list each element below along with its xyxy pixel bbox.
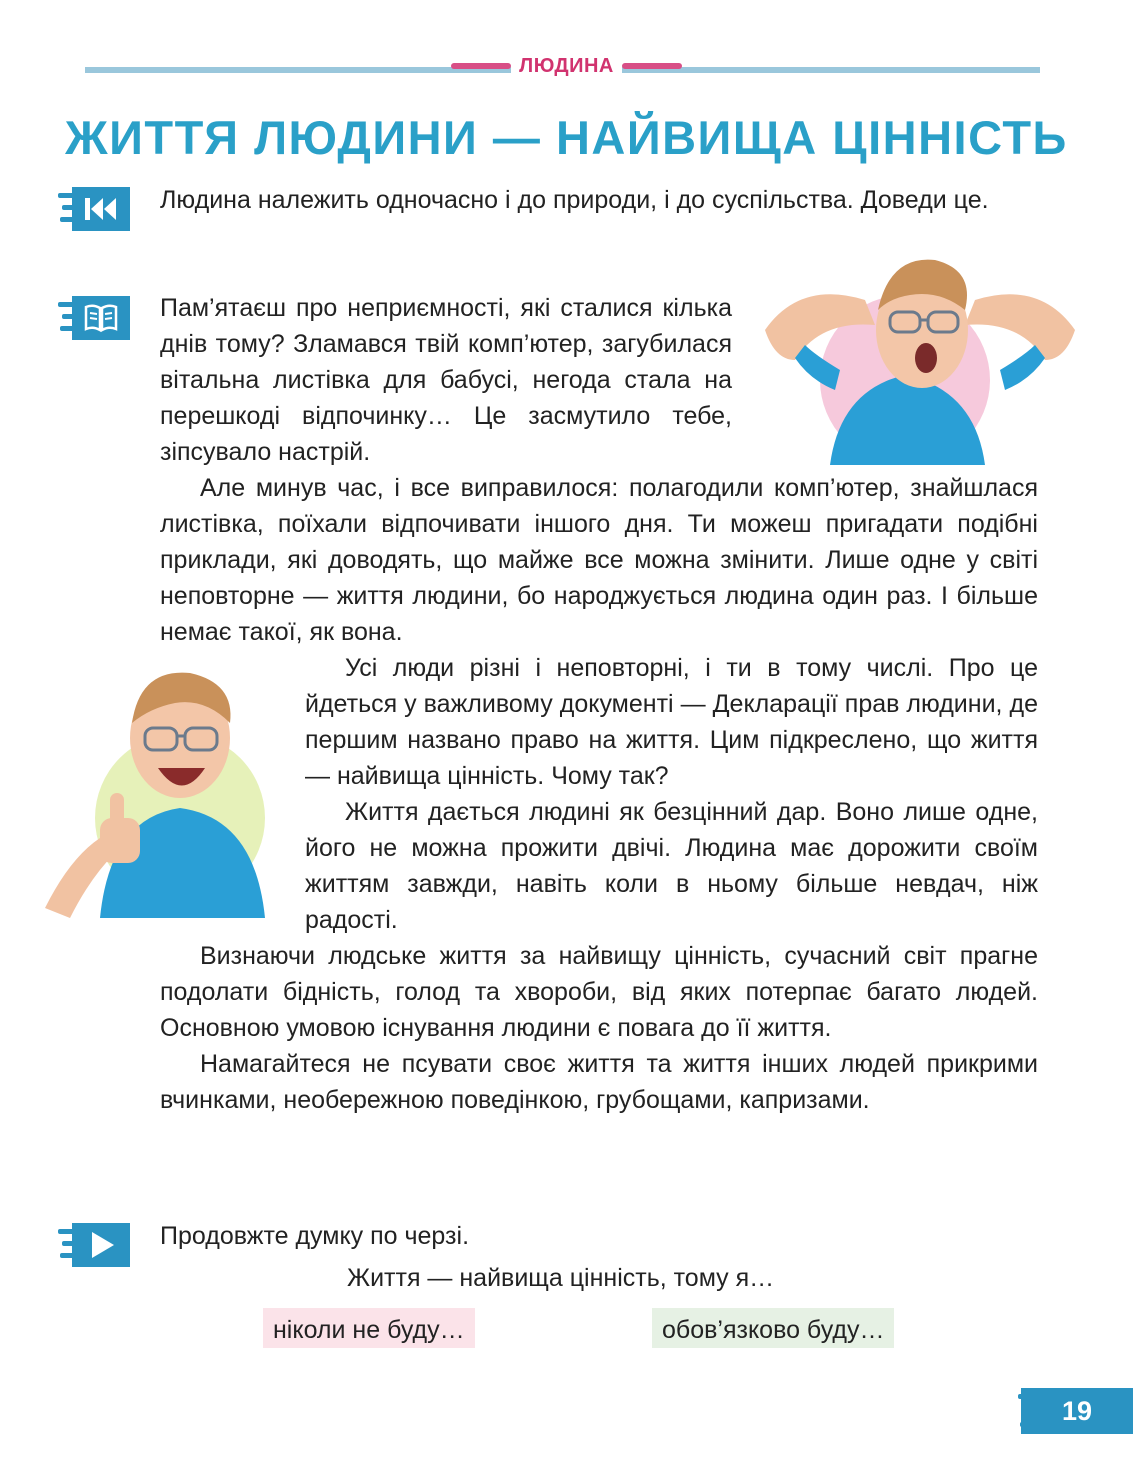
paragraph-4: Життя дається людині як безцінний дар. Воно лише одне, його не можна прожити двічі. Людина має дорожити своїм життям завжди, навіть коли в ньому більше невдач, ніж радості. [305, 798, 1038, 934]
answer-box-never: ніколи не буду… [263, 1308, 475, 1348]
paragraph-1: Пам’ятаєш про неприємності, які сталися кілька днів тому? Зламався твій комп’ютер, загубилася вітальна листівка для бабусі, негода стала на перешкоді відпочинку… Це засмутило тебе, зіпсувало настрій. [160, 294, 732, 466]
answer-box-always: обов’язково буду… [652, 1308, 894, 1348]
task-instruction: Продовжте думку по черзі. [160, 1222, 470, 1250]
intro-text: Людина належить одночасно і до природи, і до суспільства. Доведи це. [160, 186, 989, 214]
rewind-icon [58, 187, 130, 231]
paragraph-2: Але минув час, і все виправилося: полагодили комп’ютер, знайшлася листівка, поїхали відпочивати іншого дня. Ти можеш пригадати подібні приклади, які доводять, що майже все можна змінити. Лише одне у світі неповторне — життя людини, бо народжується людина один раз. І більше немає такої, як вона. [160, 474, 1038, 646]
task-instruction-block [160, 1218, 1038, 1254]
page-number: 19 [1021, 1388, 1133, 1434]
book-icon [58, 296, 130, 340]
paragraph-3: Усі люди різні і неповторні, і ти в тому числі. Про це йдеться у важливому документі — Декларації прав людини, де першим названо право на життя. Цим підкреслено, що життя — найвища цінність. Чому так? [305, 654, 1038, 790]
surprised-boy-photo [760, 250, 1080, 465]
reading-paragraph-3 [305, 650, 1038, 938]
task-prompt-block [347, 1260, 947, 1296]
thumbs-up-boy-photo [40, 668, 280, 918]
header-ornament-right [622, 63, 682, 69]
reading-paragraph-2 [160, 470, 1038, 650]
paragraph-5: Визнаючи людське життя за найвищу цінність, сучасний світ прагне подолати бідність, голод та хвороби, від яких потерпає багато людей. Основною умовою існування людини є повага до її життя. [160, 942, 1038, 1042]
intro-text-block [160, 182, 1038, 218]
paragraph-6: Намагайтеся не псувати своє життя та життя інших людей прикрими вчинками, необережною поведінкою, грубощами, капризами. [160, 1050, 1038, 1114]
reading-paragraph-5-6 [160, 938, 1038, 1118]
section-header [0, 55, 1133, 78]
page-title: ЖИТТЯ ЛЮДИНИ — НАЙВИЩА ЦІННІСТЬ [65, 111, 1068, 164]
play-icon [58, 1223, 130, 1267]
section-label: ЛЮДИНА [511, 55, 622, 77]
task-prompt: Життя — найвища цінність, тому я… [347, 1264, 775, 1292]
reading-paragraph-1 [160, 290, 732, 470]
header-ornament-left [451, 63, 511, 69]
